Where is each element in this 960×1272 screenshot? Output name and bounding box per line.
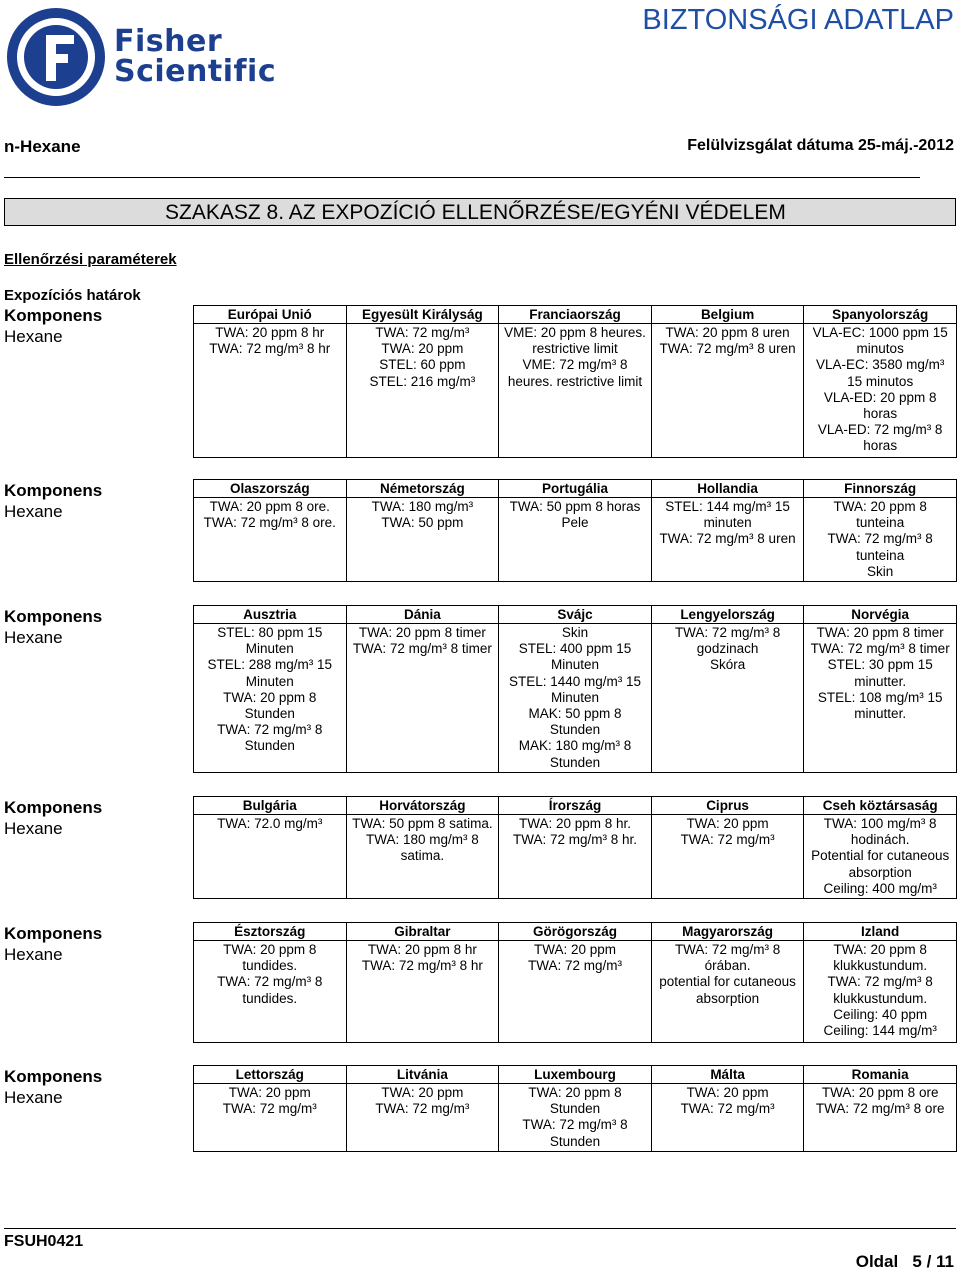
table-cell: TWA: 20 ppm 8 hr TWA: 72 mg/m³ 8 hr — [346, 941, 499, 1043]
table-cell: TWA: 20 ppm TWA: 72 mg/m³ — [194, 1084, 347, 1152]
fisher-logo-icon — [6, 7, 106, 107]
column-header: Finnország — [804, 480, 957, 498]
component-name: Hexane — [4, 1088, 63, 1107]
column-header: Lengyelország — [651, 606, 804, 624]
table-cell: STEL: 80 ppm 15 Minuten STEL: 288 mg/m³ 15 Minuten TWA: 20 ppm 8 Stunden TWA: 72 mg/m³ 8 Stunden — [194, 624, 347, 773]
component-name: Hexane — [4, 628, 63, 647]
column-header: Dánia — [346, 606, 499, 624]
component-label: Komponens — [4, 306, 103, 325]
table-cell: TWA: 50 ppm 8 horas Pele — [499, 498, 652, 582]
section-header — [4, 198, 956, 226]
column-header: Portugália — [499, 480, 652, 498]
fisher-scientific-logo — [6, 4, 286, 110]
column-header: Hollandia — [651, 480, 804, 498]
table-cell: TWA: 20 ppm 8 hr. TWA: 72 mg/m³ 8 hr. — [499, 815, 652, 899]
column-header: Izland — [804, 923, 957, 941]
table-row — [194, 1084, 957, 1152]
column-header: Görögország — [499, 923, 652, 941]
column-header: Litvánia — [346, 1066, 499, 1084]
column-header: Írország — [499, 797, 652, 815]
component-label: Komponens — [4, 607, 103, 626]
component-name: Hexane — [4, 327, 63, 346]
column-header: Gibraltar — [346, 923, 499, 941]
table-cell: TWA: 72 mg/m³ 8 godzinach Skóra — [651, 624, 804, 773]
table-cell: TWA: 20 ppm TWA: 72 mg/m³ — [651, 815, 804, 899]
section-title: SZAKASZ 8. AZ EXPOZÍCIÓ ELLENŐRZÉSE/EGYÉNI VÉDELEM — [165, 201, 786, 224]
table-header-row — [194, 1066, 957, 1084]
column-header: Belgium — [651, 306, 804, 324]
table-cell: TWA: 20 ppm 8 ore. TWA: 72 mg/m³ 8 ore. — [194, 498, 347, 582]
table-cell: TWA: 20 ppm 8 tunteina TWA: 72 mg/m³ 8 tunteina Skin — [804, 498, 957, 582]
column-header: Romania — [804, 1066, 957, 1084]
component-name: Hexane — [4, 819, 63, 838]
column-header: Franciaország — [499, 306, 652, 324]
column-header: Luxembourg — [499, 1066, 652, 1084]
table-cell: Skin STEL: 400 ppm 15 Minuten STEL: 1440 mg/m³ 15 Minuten MAK: 50 ppm 8 Stunden MAK: 180 mg/m³ 8 Stunden — [499, 624, 652, 773]
footer-divider — [4, 1228, 956, 1229]
exposure-limits-table — [193, 605, 957, 773]
exposure-limits-table — [193, 305, 957, 458]
control-parameters-heading: Ellenőrzési paraméterek — [4, 251, 177, 268]
document-code: FSUH0421 — [4, 1233, 84, 1250]
exposure-limits-table — [193, 479, 957, 582]
exposure-limits-heading: Expozíciós határok — [4, 287, 141, 304]
table-cell: TWA: 20 ppm 8 ore TWA: 72 mg/m³ 8 ore — [804, 1084, 957, 1152]
table-cell: TWA: 20 ppm TWA: 72 mg/m³ — [346, 1084, 499, 1152]
table-cell: TWA: 100 mg/m³ 8 hodinách. Potential for cutaneous absorption Ceiling: 400 mg/m³ — [804, 815, 957, 899]
table-cell: TWA: 20 ppm 8 timer TWA: 72 mg/m³ 8 timer — [346, 624, 499, 773]
column-header: Cseh köztársaság — [804, 797, 957, 815]
table-cell: TWA: 20 ppm TWA: 72 mg/m³ — [499, 941, 652, 1043]
column-header: Lettország — [194, 1066, 347, 1084]
column-header: Bulgária — [194, 797, 347, 815]
table-cell: VLA-EC: 1000 ppm 15 minutos VLA-EC: 3580 mg/m³ 15 minutos VLA-ED: 20 ppm 8 horas VLA-ED: 72 mg/m³ 8 horas — [804, 324, 957, 458]
table-cell: STEL: 144 mg/m³ 15 minuten TWA: 72 mg/m³ 8 uren — [651, 498, 804, 582]
table-cell: TWA: 20 ppm 8 uren TWA: 72 mg/m³ 8 uren — [651, 324, 804, 458]
logo-text: Fisher Scientific — [114, 24, 277, 89]
document-title: BIZTONSÁGI ADATLAP — [642, 4, 954, 36]
table-header-row — [194, 606, 957, 624]
table-header-row — [194, 480, 957, 498]
component-label: Komponens — [4, 481, 103, 500]
component-name: Hexane — [4, 502, 63, 521]
table-cell: TWA: 20 ppm TWA: 72 mg/m³ — [651, 1084, 804, 1152]
component-name: Hexane — [4, 945, 63, 964]
column-header: Svájc — [499, 606, 652, 624]
table-cell: TWA: 20 ppm 8 klukkustundum. TWA: 72 mg/m³ 8 klukkustundum. Ceiling: 40 ppm Ceiling: 144 mg/m³ — [804, 941, 957, 1043]
table-cell: TWA: 20 ppm 8 timer TWA: 72 mg/m³ 8 timer STEL: 30 ppm 15 minutter. STEL: 108 mg/m³ 15 minutter. — [804, 624, 957, 773]
exposure-limits-table — [193, 796, 957, 899]
table-cell: TWA: 72.0 mg/m³ — [194, 815, 347, 899]
column-header: Európai Unió — [194, 306, 347, 324]
column-header: Ciprus — [651, 797, 804, 815]
table-row — [194, 815, 957, 899]
table-row — [194, 324, 957, 458]
table-header-row — [194, 797, 957, 815]
table-row — [194, 941, 957, 1043]
table-header-row — [194, 923, 957, 941]
revision-value: 25-máj.-2012 — [857, 137, 954, 154]
table-cell: TWA: 20 ppm 8 hr TWA: 72 mg/m³ 8 hr — [194, 324, 347, 458]
revision-label: Felülvizsgálat dátuma — [687, 137, 854, 154]
table-cell: TWA: 72 mg/m³ TWA: 20 ppm STEL: 60 ppm STEL: 216 mg/m³ — [346, 324, 499, 458]
table-row — [194, 624, 957, 773]
table-cell: TWA: 20 ppm 8 tundides. TWA: 72 mg/m³ 8 tundides. — [194, 941, 347, 1043]
component-label: Komponens — [4, 798, 103, 817]
product-name: n-Hexane — [4, 137, 81, 156]
column-header: Magyarország — [651, 923, 804, 941]
table-cell: VME: 20 ppm 8 heures. restrictive limit VME: 72 mg/m³ 8 heures. restrictive limit — [499, 324, 652, 458]
header-divider — [4, 177, 920, 178]
column-header: Észtország — [194, 923, 347, 941]
column-header: Németország — [346, 480, 499, 498]
page-number: Oldal 5 / 11 — [855, 1252, 954, 1271]
exposure-limits-table — [193, 1065, 957, 1152]
revision-date — [687, 137, 954, 155]
column-header: Horvátország — [346, 797, 499, 815]
table-row — [194, 498, 957, 582]
component-label: Komponens — [4, 924, 103, 943]
column-header: Málta — [651, 1066, 804, 1084]
column-header: Olaszország — [194, 480, 347, 498]
table-cell: TWA: 50 ppm 8 satima. TWA: 180 mg/m³ 8 satima. — [346, 815, 499, 899]
column-header: Spanyolország — [804, 306, 957, 324]
table-cell: TWA: 20 ppm 8 Stunden TWA: 72 mg/m³ 8 Stunden — [499, 1084, 652, 1152]
exposure-limits-table — [193, 922, 957, 1043]
component-label: Komponens — [4, 1067, 103, 1086]
column-header: Norvégia — [804, 606, 957, 624]
table-cell: TWA: 180 mg/m³ TWA: 50 ppm — [346, 498, 499, 582]
column-header: Egyesült Királyság — [346, 306, 499, 324]
column-header: Ausztria — [194, 606, 347, 624]
table-header-row — [194, 306, 957, 324]
table-cell: TWA: 72 mg/m³ 8 órában. potential for cutaneous absorption — [651, 941, 804, 1043]
